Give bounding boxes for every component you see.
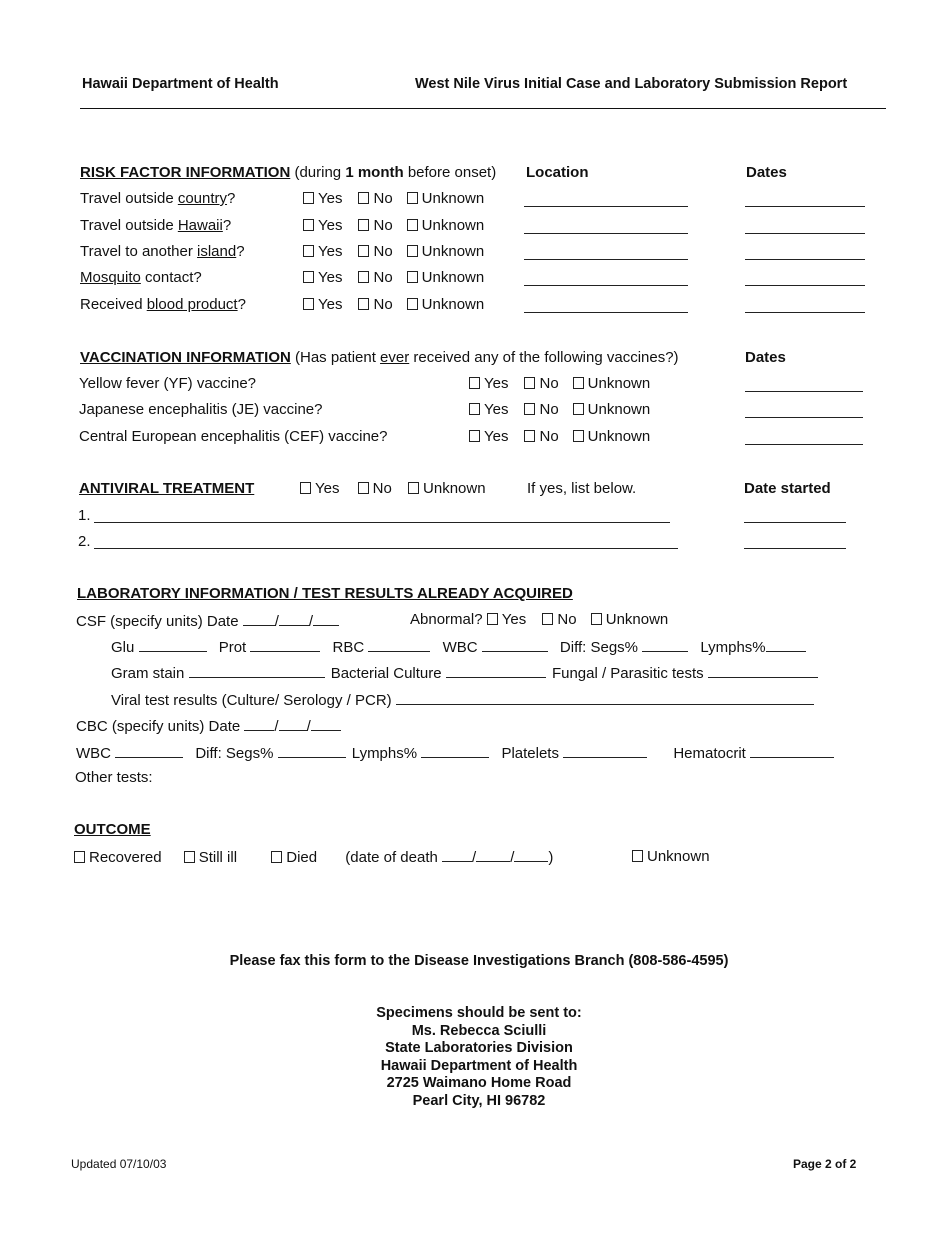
vaccination-title: VACCINATION INFORMATION <box>80 349 291 366</box>
death-date-month[interactable] <box>442 847 472 862</box>
died-label: Died <box>286 849 318 866</box>
culture-row <box>111 663 818 682</box>
option-unknown[interactable] <box>407 190 485 207</box>
prot-label: Prot <box>218 639 247 656</box>
dates-field[interactable] <box>745 312 865 313</box>
specimen-address <box>4 1005 950 1110</box>
checkbox-icon[interactable] <box>358 298 369 310</box>
option-unknown[interactable] <box>407 269 485 286</box>
rbc-label: RBC <box>332 639 365 656</box>
unknown-label: Unknown <box>587 375 651 392</box>
risk-title: RISK FACTOR INFORMATION <box>80 164 291 181</box>
address-line: 2725 Waimano Home Road <box>386 1075 572 1091</box>
option-unknown[interactable] <box>407 296 485 313</box>
yes-label: Yes <box>484 375 509 392</box>
checkbox-icon[interactable] <box>300 482 311 494</box>
outcome-recovered[interactable] <box>74 849 162 866</box>
unknown-label: Unknown <box>421 296 485 313</box>
option-no[interactable] <box>358 243 392 260</box>
antiviral-if-yes: If yes, list below. <box>527 480 637 497</box>
vaccination-heading <box>80 349 679 366</box>
yes-label: Yes <box>318 269 343 286</box>
checkbox-icon[interactable] <box>303 271 314 283</box>
question-keyword: Hawaii <box>177 217 223 234</box>
location-field[interactable] <box>524 233 688 234</box>
unknown-label: Unknown <box>421 269 485 286</box>
antiviral-title: ANTIVIRAL TREATMENT <box>79 480 255 497</box>
hematocrit-field[interactable] <box>750 743 834 758</box>
option-yes[interactable] <box>303 269 342 286</box>
option-unknown[interactable] <box>573 401 651 418</box>
yes-label: Yes <box>318 190 343 207</box>
no-label: No <box>557 611 577 628</box>
checkbox-icon[interactable] <box>573 430 584 442</box>
cbc-row: CBC (specify units) Date / / <box>76 716 341 735</box>
question-text: ? <box>227 190 236 207</box>
antiviral-yes[interactable] <box>300 480 339 497</box>
vaccine-question: Japanese encephalitis (JE) vaccine? <box>79 401 323 418</box>
yes-label: Yes <box>501 611 527 628</box>
vacc-sub-post: received any of the following vaccines?) <box>409 349 679 366</box>
checkbox-icon[interactable] <box>303 245 314 257</box>
checkbox-icon[interactable] <box>407 192 418 204</box>
checkbox-icon[interactable] <box>407 245 418 257</box>
hematocrit-label: Hematocrit <box>673 745 746 762</box>
question-text: Travel to another <box>80 243 198 260</box>
outcome-row: Recovered Still ill Died (date of death / / ) <box>74 847 553 866</box>
address-line: State Laboratories Division <box>385 1040 573 1056</box>
cbc-lymphs-field[interactable] <box>421 743 489 758</box>
csf-lymphs-field[interactable] <box>766 637 806 652</box>
checkbox-icon[interactable] <box>358 192 369 204</box>
location-field[interactable] <box>524 259 688 260</box>
prot-field[interactable] <box>250 637 320 652</box>
option-yes[interactable] <box>469 375 508 392</box>
org-name: Hawaii Department of Health <box>82 76 279 92</box>
checkbox-icon[interactable] <box>407 219 418 231</box>
address-line: Ms. Rebecca Sciulli <box>411 1022 547 1039</box>
antiviral-item-1-line[interactable] <box>94 522 670 523</box>
question-text: ? <box>236 243 245 260</box>
csf-label: CSF (specify units) Date <box>76 613 239 630</box>
risk-heading <box>80 164 496 181</box>
risk-question <box>80 217 231 234</box>
option-unknown[interactable] <box>573 428 651 445</box>
outcome-unknown[interactable] <box>632 848 710 865</box>
csf-segs-field[interactable] <box>642 637 688 652</box>
vaccine-options <box>469 401 650 418</box>
vaccine-question: Central European encephalitis (CEF) vaccine? <box>79 428 388 445</box>
checkbox-icon[interactable] <box>469 430 480 442</box>
dates-field[interactable] <box>745 233 865 234</box>
risk-question <box>80 269 202 286</box>
unknown-label: Unknown <box>421 243 485 260</box>
glu-field[interactable] <box>139 637 207 652</box>
option-unknown[interactable] <box>407 217 485 234</box>
unknown-label: Unknown <box>587 401 651 418</box>
outcome-still-ill[interactable] <box>184 849 237 866</box>
cbc-date-year[interactable] <box>311 716 341 731</box>
question-keyword: blood product <box>146 296 238 313</box>
location-column-header: Location <box>526 164 589 181</box>
risk-question <box>80 243 245 260</box>
option-no[interactable] <box>524 401 558 418</box>
option-yes[interactable] <box>469 428 508 445</box>
checkbox-icon[interactable] <box>358 482 369 494</box>
unknown-label: Unknown <box>423 480 486 497</box>
question-text: ? <box>222 217 232 234</box>
no-label: No <box>539 375 559 392</box>
option-yes[interactable] <box>303 217 342 234</box>
recovered-label: Recovered <box>89 849 162 866</box>
vaccine-options <box>469 428 650 445</box>
checkbox-icon[interactable] <box>573 377 584 389</box>
antiviral-item-1-date-line[interactable] <box>744 522 846 523</box>
unknown-label: Unknown <box>421 190 485 207</box>
other-tests-label: Other tests: <box>75 769 153 786</box>
checkbox-icon[interactable] <box>303 192 314 204</box>
fax-instructions: Please fax this form to the Disease Investigations Branch (808-586-4595) <box>229 953 729 969</box>
abnormal-yes[interactable] <box>487 611 526 628</box>
cbc-segs-field[interactable] <box>278 743 346 758</box>
checkbox-icon[interactable] <box>358 271 369 283</box>
date-started-header: Date started <box>744 480 831 497</box>
vacc-sub-ever: ever <box>380 349 410 366</box>
cbc-label: CBC (specify units) Date <box>76 718 241 735</box>
glu-label: Glu <box>111 639 135 656</box>
address-line: Hawaii Department of Health <box>380 1057 578 1074</box>
option-unknown[interactable] <box>407 243 485 260</box>
checkbox-icon[interactable] <box>303 298 314 310</box>
antiviral-unknown[interactable] <box>408 480 486 497</box>
unknown-label: Unknown <box>605 611 669 628</box>
death-date-day[interactable] <box>476 847 510 862</box>
specimens-heading: Specimens should be sent to: <box>376 1005 582 1021</box>
location-field[interactable] <box>524 206 688 207</box>
question-text: Travel outside <box>80 217 178 234</box>
checkbox-icon[interactable] <box>358 245 369 257</box>
fungal-tests-field[interactable] <box>708 663 818 678</box>
vaccine-date-field[interactable] <box>745 417 863 418</box>
gram-stain-label: Gram stain <box>111 665 185 682</box>
still-ill-label: Still ill <box>198 849 238 866</box>
cbc-values-row <box>76 743 834 762</box>
vaccine-options <box>469 375 650 392</box>
bacterial-culture-field[interactable] <box>446 663 546 678</box>
checkbox-icon[interactable] <box>632 850 643 862</box>
updated-date: Updated 07/10/03 <box>71 1157 167 1171</box>
question-keyword: island <box>197 243 237 260</box>
abnormal-unknown[interactable] <box>591 611 669 628</box>
checkbox-icon[interactable] <box>407 298 418 310</box>
unknown-label: Unknown <box>587 428 651 445</box>
csf-diff-segs-label: Diff: Segs% <box>559 639 638 656</box>
option-yes[interactable] <box>303 243 342 260</box>
checkbox-icon[interactable] <box>524 430 535 442</box>
risk-options <box>303 190 484 207</box>
option-yes[interactable] <box>303 190 342 207</box>
checkbox-icon[interactable] <box>487 613 498 625</box>
vaccine-date-field[interactable] <box>745 444 863 445</box>
no-label: No <box>373 190 393 207</box>
vaccine-date-field[interactable] <box>745 391 863 392</box>
fungal-tests-label: Fungal / Parasitic tests <box>551 665 704 682</box>
csf-date-year[interactable] <box>313 611 339 626</box>
vaccination-dates-column-header: Dates <box>745 349 786 366</box>
csf-abnormal <box>410 611 668 628</box>
option-unknown[interactable] <box>573 375 651 392</box>
csf-lymphs-label: Lymphs% <box>700 639 766 656</box>
no-label: No <box>373 296 393 313</box>
checkbox-icon[interactable] <box>184 851 195 863</box>
antiviral-item-2-line[interactable] <box>94 548 678 549</box>
checkbox-icon[interactable] <box>524 377 535 389</box>
risk-options <box>303 217 484 234</box>
risk-subtitle-pre: (during <box>294 164 346 181</box>
yes-label: Yes <box>318 243 343 260</box>
option-yes[interactable] <box>469 401 508 418</box>
checkbox-icon[interactable] <box>469 403 480 415</box>
option-no[interactable] <box>524 428 558 445</box>
no-label: No <box>373 217 393 234</box>
dates-field[interactable] <box>745 259 865 260</box>
abnormal-label: Abnormal? <box>410 611 483 628</box>
no-label: No <box>539 428 559 445</box>
question-text: Travel outside <box>80 190 178 207</box>
cbc-wbc-label: WBC <box>76 745 111 762</box>
option-no[interactable] <box>358 217 392 234</box>
yes-label: Yes <box>318 296 343 313</box>
antiviral-options <box>300 480 486 497</box>
rbc-field[interactable] <box>368 637 430 652</box>
outcome-title: OUTCOME <box>74 821 151 838</box>
checkbox-icon[interactable] <box>358 219 369 231</box>
risk-subtitle-bold: 1 month <box>345 164 404 181</box>
csf-date-month[interactable] <box>243 611 275 626</box>
no-label: No <box>372 480 392 497</box>
no-label: No <box>373 269 393 286</box>
header-rule <box>80 108 886 109</box>
viral-row <box>111 690 814 709</box>
yes-label: Yes <box>315 480 340 497</box>
cbc-date-day[interactable] <box>279 716 307 731</box>
abnormal-no[interactable] <box>542 611 576 628</box>
question-keyword: country <box>177 190 228 207</box>
antiviral-item-1-number: 1. <box>78 507 91 524</box>
no-label: No <box>539 401 559 418</box>
antiviral-item-2-date-line[interactable] <box>744 548 846 549</box>
dates-field[interactable] <box>745 206 865 207</box>
vaccine-question: Yellow fever (YF) vaccine? <box>79 375 257 392</box>
checkbox-icon[interactable] <box>469 377 480 389</box>
cbc-date-month[interactable] <box>244 716 274 731</box>
checkbox-icon[interactable] <box>407 271 418 283</box>
csf-values-row <box>111 637 806 656</box>
no-label: No <box>373 243 393 260</box>
option-no[interactable] <box>358 190 392 207</box>
option-yes[interactable] <box>303 296 342 313</box>
checkbox-icon[interactable] <box>271 851 282 863</box>
question-text: ? <box>237 296 246 313</box>
death-date-year[interactable] <box>514 847 548 862</box>
risk-subtitle-post: before onset) <box>403 164 497 181</box>
antiviral-item-2-number: 2. <box>78 533 91 550</box>
risk-options <box>303 296 484 313</box>
checkbox-icon[interactable] <box>74 851 85 863</box>
risk-dates-column-header: Dates <box>746 164 787 181</box>
cbc-lymphs-label: Lymphs% <box>351 745 418 762</box>
location-field[interactable] <box>524 312 688 313</box>
risk-question <box>80 296 246 313</box>
csf-wbc-label: WBC <box>442 639 478 656</box>
question-keyword: Mosquito <box>80 269 141 286</box>
csf-row: CSF (specify units) Date / / <box>76 611 339 630</box>
question-text: contact? <box>140 269 202 286</box>
option-no[interactable] <box>358 269 392 286</box>
vacc-sub-pre: (Has patient <box>295 349 381 366</box>
option-no[interactable] <box>358 296 392 313</box>
date-of-death-label: (date of death <box>345 849 438 866</box>
bacterial-culture-label: Bacterial Culture <box>330 665 442 682</box>
lab-title: LABORATORY INFORMATION / TEST RESULTS ALREADY ACQUIRED <box>77 585 573 602</box>
platelets-label: Platelets <box>501 745 559 762</box>
address-line: Pearl City, HI 96782 <box>412 1092 546 1109</box>
checkbox-icon[interactable] <box>303 219 314 231</box>
gram-stain-field[interactable] <box>189 663 325 678</box>
checkbox-icon[interactable] <box>542 613 553 625</box>
outcome-unknown-label: Unknown <box>647 848 710 865</box>
report-title: West Nile Virus Initial Case and Laboratory Submission Report <box>415 76 848 92</box>
checkbox-icon[interactable] <box>591 613 602 625</box>
checkbox-icon[interactable] <box>524 403 535 415</box>
risk-options <box>303 243 484 260</box>
yes-label: Yes <box>484 428 509 445</box>
csf-date-day[interactable] <box>279 611 309 626</box>
platelets-field[interactable] <box>563 743 647 758</box>
cbc-diff-segs-label: Diff: Segs% <box>195 745 274 762</box>
option-no[interactable] <box>524 375 558 392</box>
csf-wbc-field[interactable] <box>482 637 548 652</box>
viral-results-label: Viral test results (Culture/ Serology / PCR) <box>111 692 392 709</box>
unknown-label: Unknown <box>421 217 485 234</box>
question-text: Received <box>80 296 147 313</box>
yes-label: Yes <box>318 217 343 234</box>
viral-results-field[interactable] <box>396 690 814 705</box>
dates-field[interactable] <box>745 285 865 286</box>
checkbox-icon[interactable] <box>573 403 584 415</box>
antiviral-no[interactable] <box>358 480 392 497</box>
page-number: Page 2 of 2 <box>793 1157 857 1171</box>
yes-label: Yes <box>484 401 509 418</box>
location-field[interactable] <box>524 285 688 286</box>
outcome-died[interactable] <box>271 849 317 866</box>
checkbox-icon[interactable] <box>408 482 419 494</box>
risk-options <box>303 269 484 286</box>
risk-question <box>80 190 235 207</box>
cbc-wbc-field[interactable] <box>115 743 183 758</box>
